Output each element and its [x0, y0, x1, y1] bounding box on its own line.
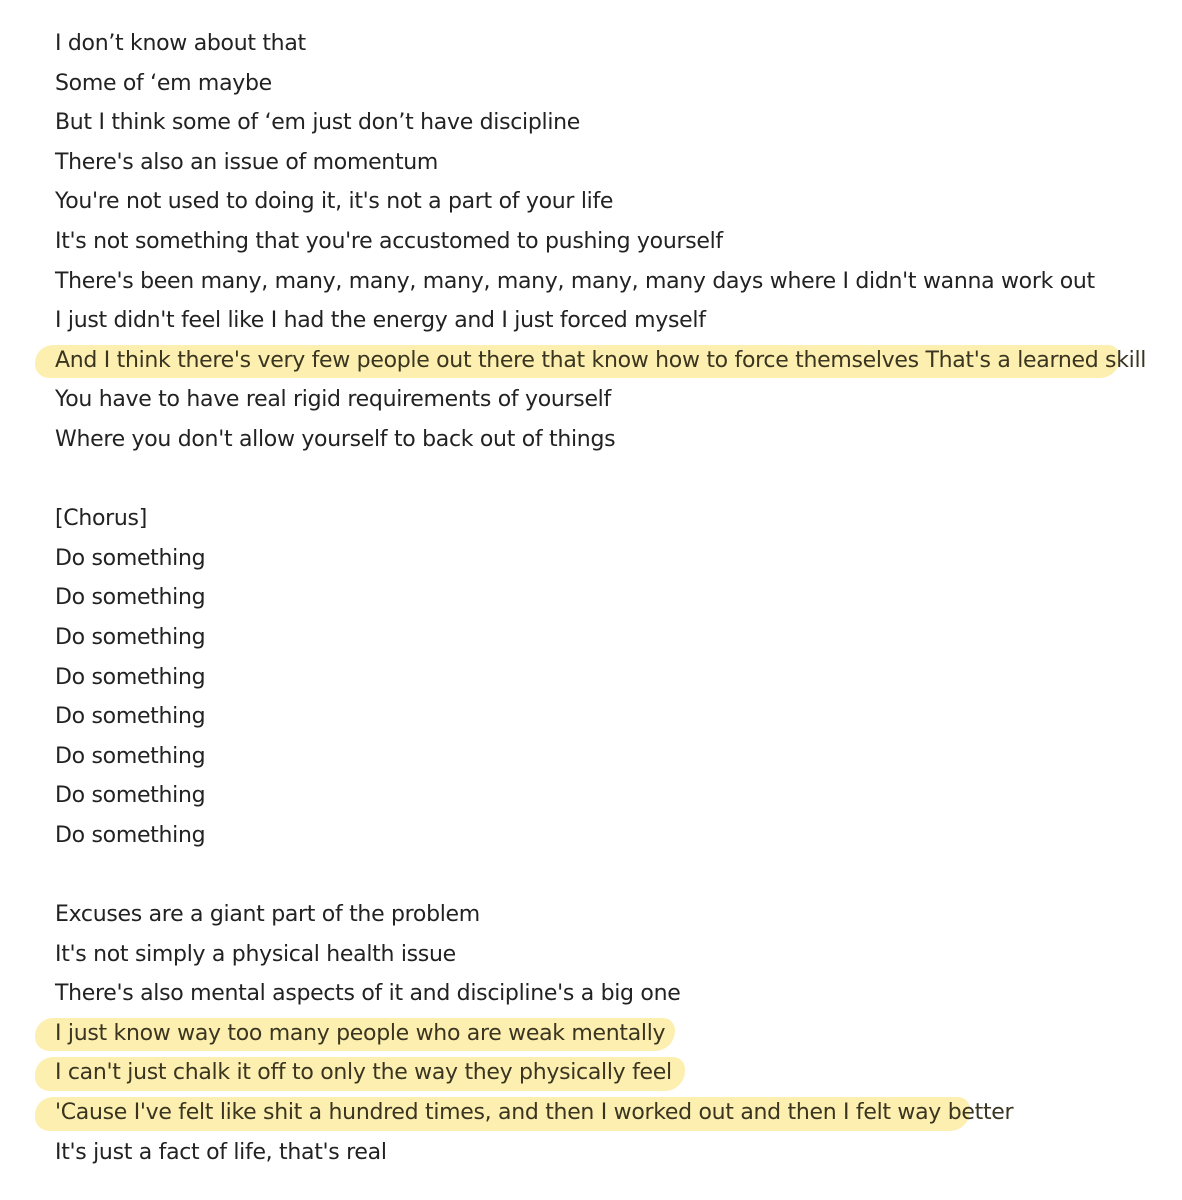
- lyric-line: Some of ‘em maybe: [55, 70, 272, 96]
- lyric-line: You're not used to doing it, it's not a part of your life: [55, 189, 614, 215]
- lyric-line: It's just a fact of life, that's real: [55, 1139, 387, 1165]
- lyrics-document: [55, 24, 1165, 1172]
- lyric-line: 'Cause I've felt like shit a hundred times, and then I worked out and then I felt way better: [55, 1093, 1165, 1133]
- lyric-line: Excuses are a giant part of the problem: [55, 902, 480, 928]
- lyric-line: You have to have real rigid requirements of yourself: [55, 387, 611, 413]
- lyric-line: Do something: [55, 743, 206, 769]
- lyric-line: It's not something that you're accustomed to pushing yourself: [55, 228, 723, 254]
- lyric-line: I just didn't feel like I had the energy and I just forced myself: [55, 308, 706, 334]
- lyric-line: I just know way too many people who are weak mentally: [55, 1014, 1165, 1054]
- lyric-line: Do something: [55, 783, 206, 809]
- chorus-section: [55, 499, 1165, 855]
- stanza-gap: [55, 855, 1165, 895]
- lyric-line: But I think some of ‘em just don’t have discipline: [55, 110, 581, 136]
- lyric-line: Do something: [55, 585, 206, 611]
- chorus-header: [Chorus]: [55, 506, 147, 532]
- lyric-line: Do something: [55, 664, 206, 690]
- lyric-line: Do something: [55, 545, 206, 571]
- verse-2: [55, 895, 1165, 1172]
- lyric-line: It's not simply a physical health issue: [55, 941, 456, 967]
- lyric-line: There's also an issue of momentum: [55, 149, 439, 175]
- lyric-line: Do something: [55, 822, 206, 848]
- lyric-line: There's also mental aspects of it and discipline's a big one: [55, 981, 681, 1007]
- lyric-line: Do something: [55, 624, 206, 650]
- lyric-line: And I think there's very few people out there that know how to force themselves That's a learned skill: [55, 341, 1165, 381]
- lyric-line: Where you don't allow yourself to back out of things: [55, 426, 616, 452]
- stanza-gap: [55, 460, 1165, 500]
- lyric-line: I can't just chalk it off to only the way they physically feel: [55, 1053, 1165, 1093]
- lyric-line: I don’t know about that: [55, 31, 306, 56]
- lyric-line: Do something: [55, 704, 206, 730]
- verse-1: [55, 24, 1165, 460]
- lyric-line: There's been many, many, many, many, many, many, many days where I didn't wanna work out: [55, 268, 1095, 294]
